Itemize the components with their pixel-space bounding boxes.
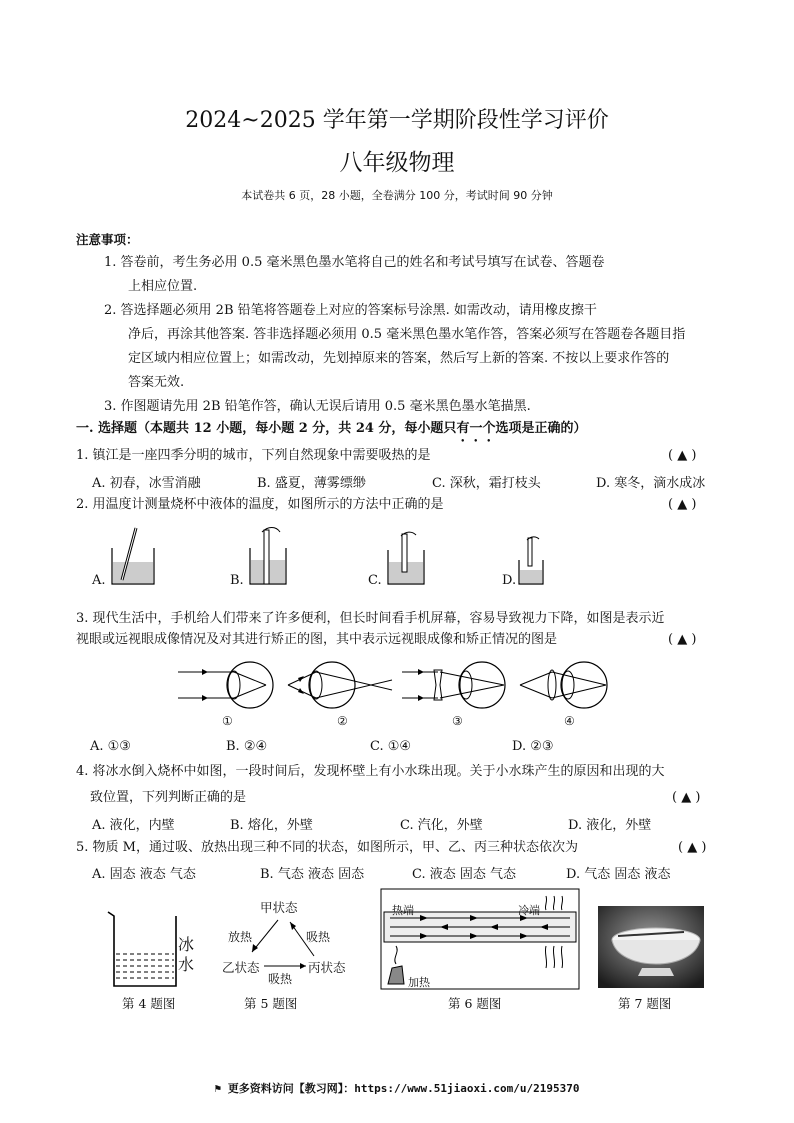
q5-option-c: C. 液态 固态 气态 <box>412 867 517 882</box>
fig5-caption: 第 5 题图 <box>244 996 298 1011</box>
fig5-state-bing: 丙状态 <box>308 960 346 975</box>
q4-stem-line2: 致位置，下列判断正确的是 <box>90 790 247 805</box>
exam-title: 2024~2025 学年第一学期阶段性学习评价 <box>185 108 609 133</box>
thermometer-figure-b <box>246 526 290 588</box>
footer-link[interactable]: ⚑ 更多资料访问【教习网】：https://www.51jiaoxi.com/u/2195370 <box>214 1082 580 1095</box>
fig5-state-jia: 甲状态 <box>260 900 298 915</box>
q5-option-d: D. 气态 固态 液态 <box>566 867 671 882</box>
q2-stem: 2. 用温度计测量烧杯中液体的温度，如图所示的方法中正确的是 <box>76 497 444 512</box>
q1-answer-mark: ( ▲ ) <box>668 448 697 463</box>
fig6-heat-label: 加热 <box>408 976 430 989</box>
eye-diagram-1 <box>178 660 278 710</box>
bowl-photo <box>598 906 704 988</box>
q5-option-a: A. 固态 液态 气态 <box>92 867 196 882</box>
fig7-caption: 第 7 题图 <box>618 996 672 1011</box>
q5-option-b: B. 气态 液态 固态 <box>260 867 365 882</box>
exam-subject: 八年级物理 <box>339 150 455 176</box>
fig5-absorb-heat-2: 吸热 <box>268 972 293 986</box>
fig4-caption: 第 4 题图 <box>122 996 176 1011</box>
q3-option-b: B. ②④ <box>226 739 268 754</box>
q4-option-c: C. 汽化，外壁 <box>400 818 483 833</box>
q1-option-b: B. 盛夏，薄雾缥缈 <box>257 476 366 491</box>
notice-item-2-cont: 净后，再涂其他答案. 答非选择题必须用 0.5 毫米黑色墨水笔作答，答案必须写在答题卷各题目指 <box>128 327 686 342</box>
q5-answer-mark: ( ▲ ) <box>678 840 707 855</box>
q3-option-a: A. ①③ <box>90 739 131 754</box>
section-heading: 一. 选择题（本题共 12 小题，每小题 2 分，共 24 分，每小题只有一个选项是正确的） <box>76 421 587 436</box>
fig4-label-water: 水 <box>178 955 195 974</box>
q4-option-b: B. 熔化，外壁 <box>230 818 313 833</box>
q1-option-c: C. 深秋，霜打枝头 <box>432 476 541 491</box>
q2-answer-mark: ( ▲ ) <box>668 497 697 512</box>
q3-option-c: C. ①④ <box>370 739 412 754</box>
notice-item-2-cont3: 答案无效. <box>128 375 185 390</box>
q2-label-a: A. <box>92 573 106 588</box>
q3-stem-line1: 3. 现代生活中，手机给人们带来了许多便利，但长时间看手机屏幕，容易导致视力下降，如图是表示近 <box>76 611 665 626</box>
eye-diagram-2 <box>288 660 396 710</box>
flag-icon: ⚑ <box>214 1082 228 1095</box>
thermometer-figure-c <box>384 530 428 588</box>
eye-diagram-4 <box>520 660 620 710</box>
q1-option-d: D. 寒冬，滴水成冰 <box>596 476 706 491</box>
notice-item-2-cont2: 定区域内相应位置上；如需改动，先划掉原来的答案，然后写上新的答案. 不按以上要求作答的 <box>128 351 670 366</box>
fig5-release-heat: 放热 <box>228 930 253 944</box>
fig5-absorb-heat-1: 吸热 <box>306 930 331 944</box>
q4-stem-line1: 4. 将冰水倒入烧杯中如图，一段时间后，发现杯壁上有小水珠出现。关于小水珠产生的原因和出现的大 <box>76 764 665 779</box>
fig6-hot-end: 热端 <box>392 904 414 917</box>
fig5-state-yi: 乙状态 <box>222 960 260 975</box>
beaker-figure <box>106 910 186 990</box>
exam-info: 本试卷共 6 页，28 小题，全卷满分 100 分，考试时间 90 分钟 <box>241 189 553 202</box>
q2-label-d: D. <box>502 573 517 588</box>
notice-heading: 注意事项： <box>76 232 139 247</box>
q5-stem: 5. 物质 M，通过吸、放热出现三种不同的状态，如图所示，甲、乙、丙三种状态依次为 <box>76 840 578 855</box>
thermometer-figure-a <box>108 524 158 588</box>
fig6-caption: 第 6 题图 <box>448 996 502 1011</box>
q4-answer-mark: ( ▲ ) <box>672 790 701 805</box>
q3-stem-line2: 视眼或远视眼成像情况及对其进行矫正的图，其中表示远视眼成像和矫正情况的图是 <box>76 632 558 647</box>
q2-label-c: C. <box>368 573 382 588</box>
emphasis-text: 有一个 <box>456 421 496 436</box>
q4-option-a: A. 液化，内壁 <box>92 818 175 833</box>
notice-item-1-cont: 上相应位置. <box>128 279 198 294</box>
eye-label-4: ④ <box>564 714 575 728</box>
thermometer-figure-d <box>516 534 546 588</box>
q2-label-b: B. <box>230 573 244 588</box>
eye-label-2: ② <box>337 714 348 728</box>
eye-diagram-3 <box>402 660 510 710</box>
fig4-label-ice: 冰 <box>178 935 195 954</box>
fig6-cold-end: 冷端 <box>518 904 540 917</box>
q3-option-d: D. ②③ <box>512 739 554 754</box>
notice-item-3: 3. 作图题请先用 2B 铅笔作答，确认无误后请用 0.5 毫米黑色墨水笔描黑. <box>104 399 531 414</box>
q1-option-a: A. 初春，冰雪消融 <box>92 476 201 491</box>
notice-item-1: 1. 答卷前，考生务必用 0.5 毫米黑色墨水笔将自己的姓名和考试号填写在试卷、答题卷 <box>104 255 605 270</box>
q4-option-d: D. 液化，外壁 <box>568 818 652 833</box>
q3-answer-mark: ( ▲ ) <box>668 632 697 647</box>
eye-label-1: ① <box>222 714 233 728</box>
notice-item-2: 2. 答选择题必须用 2B 铅笔将答题卷上对应的答案标号涂黑. 如需改动，请用橡皮擦干 <box>104 303 597 318</box>
q1-stem: 1. 镇江是一座四季分明的城市，下列自然现象中需要吸热的是 <box>76 448 431 463</box>
eye-label-3: ③ <box>452 714 463 728</box>
